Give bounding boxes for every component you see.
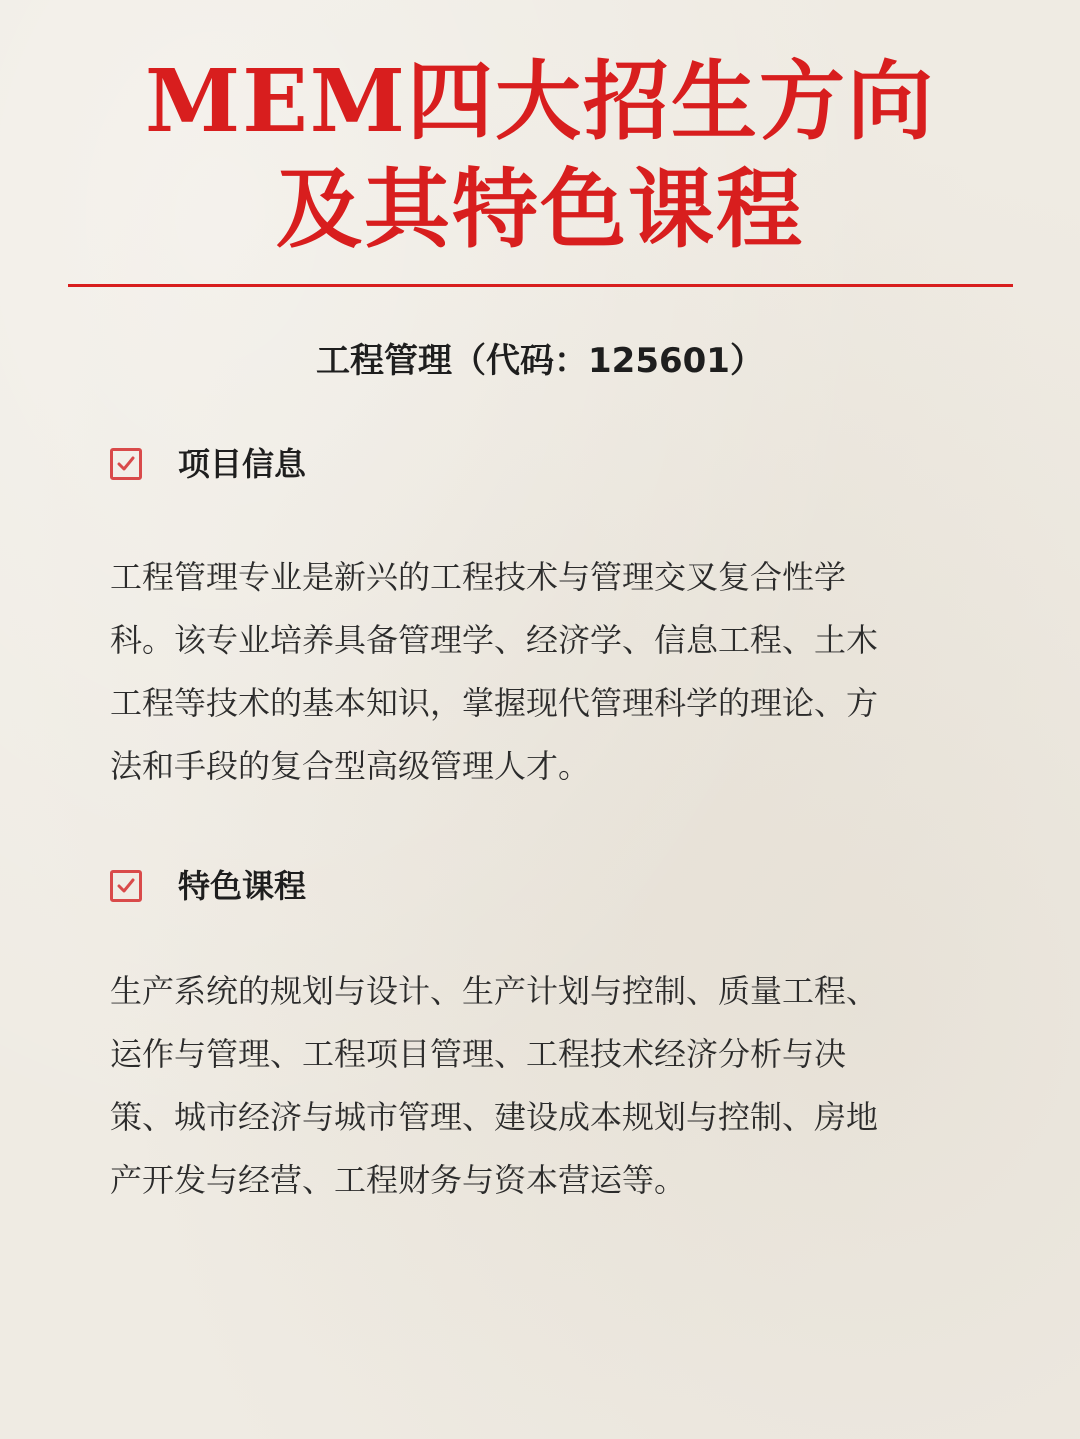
paragraph-line: 生产系统的规划与设计、生产计划与控制、质量工程、	[110, 972, 879, 1010]
paragraph-line: 运作与管理、工程项目管理、工程技术经济分析与决	[110, 1035, 847, 1073]
paragraph-line: 法和手段的复合型高级管理人才。	[110, 747, 591, 785]
paragraph-line: 科。该专业培养具备管理学、经济学、信息工程、土木	[110, 621, 879, 659]
checkbox-checked-icon	[110, 448, 142, 480]
section-title: 项目信息	[178, 445, 307, 483]
featured-courses-paragraph	[110, 960, 970, 1212]
checkbox-checked-icon	[110, 870, 142, 902]
paragraph-line: 工程等技术的基本知识，掌握现代管理科学的理论、方	[110, 684, 879, 722]
section-header-project-info	[110, 444, 306, 484]
program-subtitle: 工程管理（代码：125601）	[316, 341, 764, 381]
page-title-line-1: MEM四大招生方向	[145, 51, 935, 152]
title-divider	[68, 284, 1013, 287]
section-header-featured-courses	[110, 866, 306, 906]
paragraph-line: 策、城市经济与城市管理、建设成本规划与控制、房地	[110, 1098, 879, 1136]
section-title: 特色课程	[178, 867, 307, 905]
paragraph-line: 工程管理专业是新兴的工程技术与管理交叉复合性学	[110, 558, 847, 596]
project-info-paragraph	[110, 546, 970, 798]
paragraph-line: 产开发与经营、工程财务与资本营运等。	[110, 1161, 687, 1199]
page-title-line-2: 及其特色课程	[276, 159, 804, 260]
